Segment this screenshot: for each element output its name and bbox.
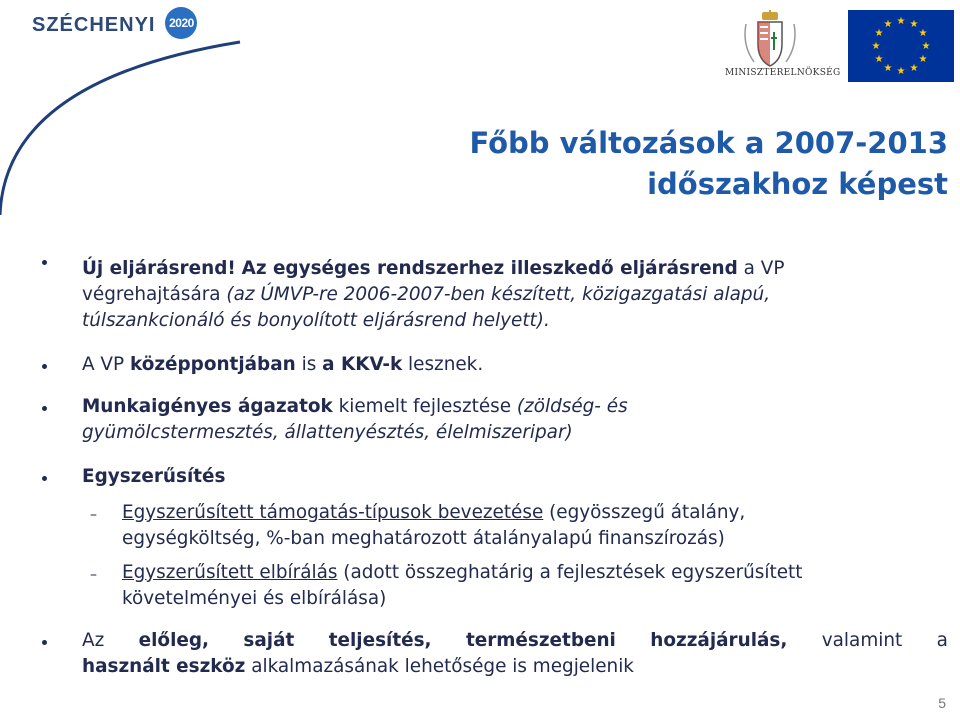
bullet-dot — [42, 406, 50, 414]
svg-text:★: ★ — [871, 41, 881, 52]
bullet-new-procedure — [82, 256, 948, 334]
sub-bullet-dash: – — [90, 567, 97, 583]
svg-text:★: ★ — [896, 66, 906, 77]
szechenyi-2020-logo — [32, 10, 232, 40]
svg-text:★: ★ — [874, 54, 884, 65]
svg-text:★: ★ — [883, 19, 893, 30]
bullet-sme-focus: A VP középpontjában is a KKV-k lesznek. — [82, 354, 484, 375]
sub-bullet-simplified-assessment — [122, 560, 952, 612]
ministry-label: MINISZTERELNÖKSÉG — [725, 68, 841, 78]
sub-2-line-2: követelményei és elbírálása) — [122, 588, 387, 609]
title-line-2: időszakhoz képest — [647, 167, 948, 201]
bullet-3-line-1: Munkaigényes ágazatok kiemelt fejlesztése (zöldség- és — [82, 396, 628, 417]
svg-text:★: ★ — [918, 54, 928, 65]
svg-text:★: ★ — [921, 41, 931, 52]
szechenyi-pin-icon — [161, 5, 201, 45]
szechenyi-year: 2020 — [169, 16, 194, 30]
bullet-1-line-3: túlszankcionáló és bonyolított eljárásrend helyett). — [82, 310, 550, 331]
svg-text:★: ★ — [918, 28, 928, 39]
svg-text:★: ★ — [909, 19, 919, 30]
slide-title — [469, 123, 948, 205]
szechenyi-word: SZÉCHENYI — [32, 13, 156, 36]
coat-of-arms-icon — [740, 10, 800, 68]
sub-bullet-dash: – — [90, 507, 97, 523]
bullet-1-line-2: végrehajtására (az ÚMVP-re 2006-2007-ben készített, közigazgatási alapú, — [82, 284, 771, 305]
bullet-labour-intensive-sectors — [82, 394, 948, 446]
bullet-dot — [42, 640, 50, 648]
bullet-3-line-2: gyümölcstermesztés, állattenyésztés, élelmiszeripar) — [82, 422, 573, 443]
sub-1-line-1: Egyszerűsített támogatás-típusok bevezetése (egyösszegű átalány, — [122, 502, 746, 523]
page-number: 5 — [938, 695, 946, 711]
bullet-dot — [42, 364, 50, 372]
sub-1-line-2: egységköltség, %-ban meghatározott átalányalapú finanszírozás) — [122, 528, 725, 549]
bullet-dot — [42, 260, 50, 268]
bullet-dot — [42, 476, 50, 484]
bullet-simplification: Egyszerűsítés — [82, 466, 226, 487]
bullet-advance-payment — [82, 628, 948, 680]
sub-2-line-1: Egyszerűsített elbírálás (adott összeghatárig a fejlesztések egyszerűsített — [122, 562, 803, 583]
svg-text:★: ★ — [909, 63, 919, 74]
svg-text:★: ★ — [883, 63, 893, 74]
bullet-1-line-1: Új eljárásrend! Az egységes rendszerhez illeszkedő eljárásrend a VP — [82, 258, 785, 279]
eu-flag-icon — [848, 10, 954, 82]
bullet-5-line-1: Az előleg, saját teljesítés, természetbeni hozzájárulás, valamint a — [82, 630, 948, 651]
bullet-5-line-2: használt eszköz alkalmazásának lehetősége is megjelenik — [82, 656, 634, 677]
svg-text:★: ★ — [896, 16, 906, 27]
sub-bullet-simplified-support-types — [122, 500, 952, 552]
svg-text:★: ★ — [874, 28, 884, 39]
title-line-1: Főbb változások a 2007-2013 — [469, 126, 948, 160]
